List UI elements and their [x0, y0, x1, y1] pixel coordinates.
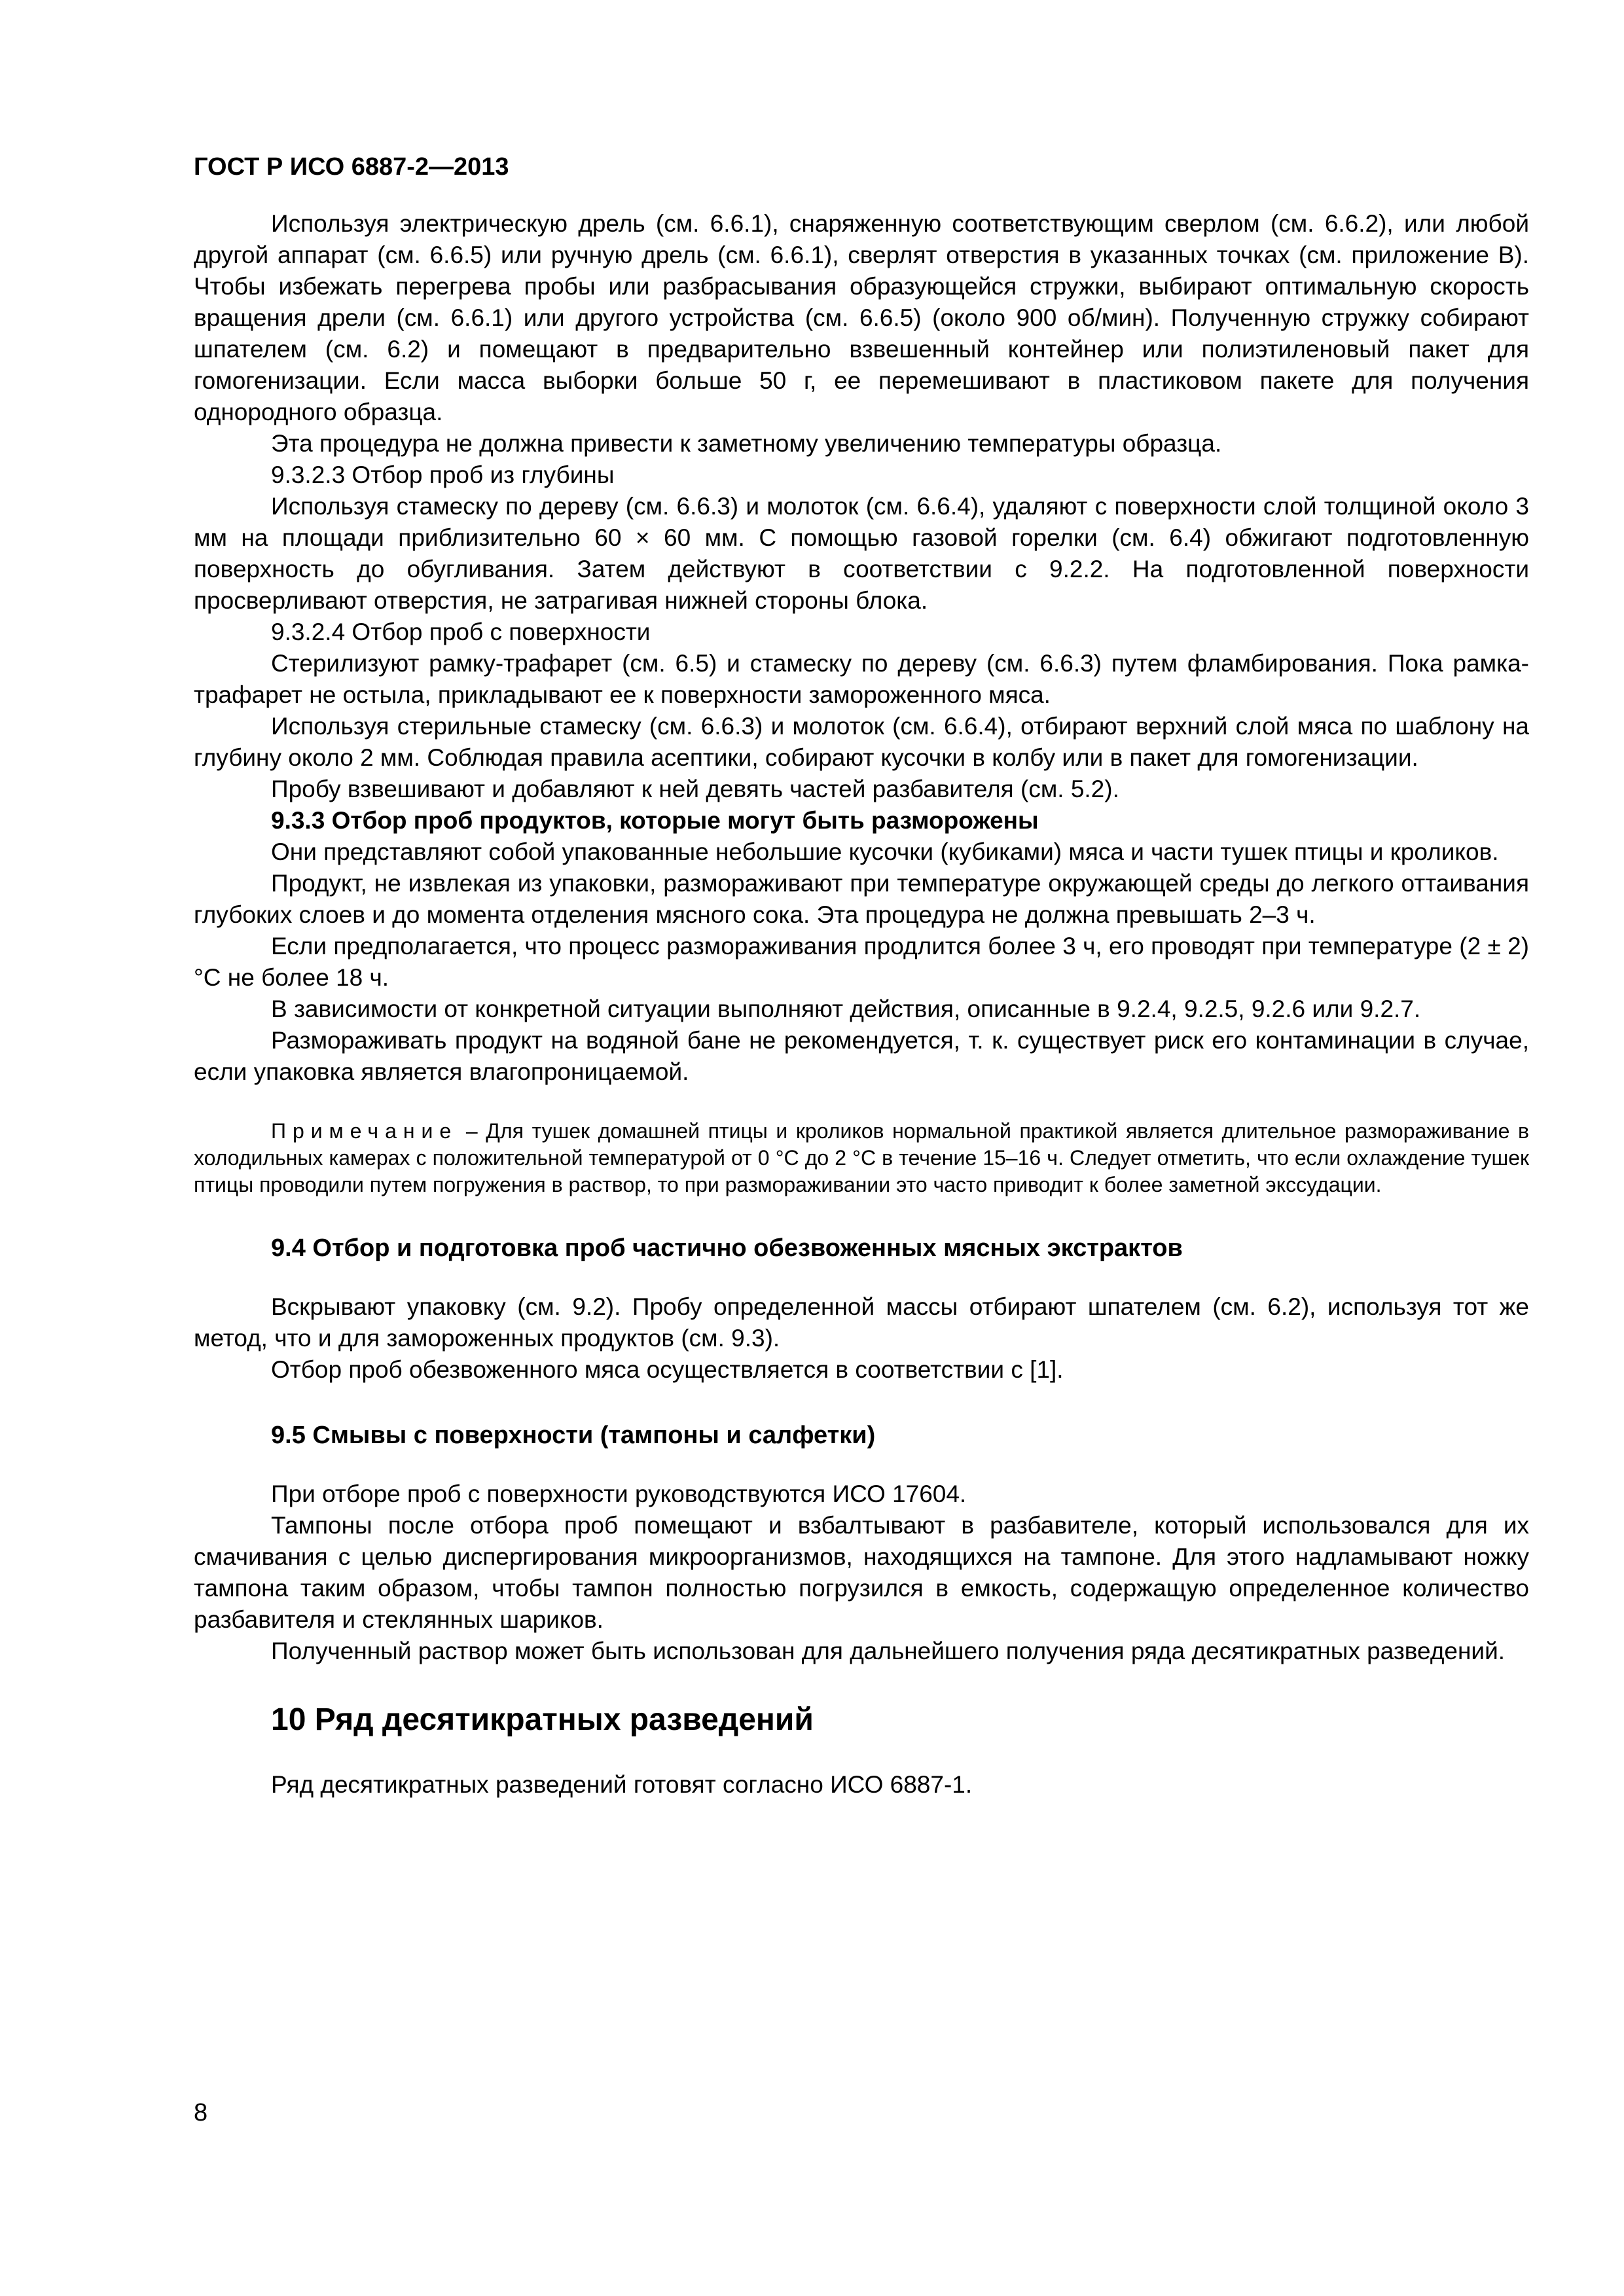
document-page	[194, 152, 1529, 1801]
paragraph: Размораживать продукт на водяной бане не рекомендуется, т. к. существует риск его контаминации в случае, если упаковка является влагопроницаемой.	[194, 1027, 1529, 1085]
note-text: – Для тушек домашней птицы и кроликов нормальной практикой является длительное размораживание в холодильных камерах с положительной температурой от 0 °С до 2 °С в течение 15–16 ч. Следует отметить, что если охлаждение тушек птицы проводили путем погружения в раствор, то при размораживании это часто приводит к более заметной экссудации.	[194, 1119, 1529, 1196]
paragraph: Они представляют собой упакованные небольшие кусочки (кубиками) мяса и части тушек птицы и кроликов.	[271, 838, 1499, 865]
paragraph: При отборе проб с поверхности руководствуются ИСО 17604.	[271, 1480, 967, 1507]
note	[194, 1118, 1529, 1198]
paragraph: Пробу взвешивают и добавляют к ней девять частей разбавителя (см. 5.2).	[271, 776, 1119, 802]
note-label: Примечание	[271, 1119, 458, 1143]
paragraph: Используя стерильные стамеску (см. 6.6.3) и молоток (см. 6.6.4), отбирают верхний слой мяса по шаблону на глубину около 2 мм. Соблюдая правила асептики, собирают кусочки в колбу или в пакет для гомогенизации.	[194, 713, 1529, 771]
paragraph: В зависимости от конкретной ситуации выполняют действия, описанные в 9.2.4, 9.2.5, 9.2.6 или 9.2.7.	[271, 996, 1421, 1022]
section-title-9-4: 9.4 Отбор и подготовка проб частично обезвоженных мясных экстрактов	[271, 1234, 1183, 1262]
paragraph: Вскрывают упаковку (см. 9.2). Пробу определенной массы отбирают шпателем (см. 6.2), используя тот же метод, что и для замороженных продуктов (см. 9.3).	[194, 1293, 1529, 1352]
paragraph: Полученный раствор может быть использован для дальнейшего получения ряда десятикратных разведений.	[271, 1638, 1506, 1664]
paragraph: Отбор проб обезвоженного мяса осуществляется в соответствии с [1].	[271, 1356, 1064, 1383]
paragraph: Используя электрическую дрель (см. 6.6.1), снаряженную соответствующим сверлом (см. 6.6.2), или любой другой аппарат (см. 6.6.5) или ручную дрель (см. 6.6.1), сверлят отверстия в указанных точках (см. приложение В). Чтобы избежать перегрева пробы или разбрасывания образующейся стружки, выбирают оптимальную скорость вращения дрели (см. 6.6.1) или другого устройства (см. 6.6.5) (около 900 об/мин). Полученную стружку собирают шпателем (см. 6.2) и помещают в предварительно взвешенный контейнер или полиэтиленовый пакет для гомогенизации. Если масса выборки больше 50 г, ее перемешивают в пластиковом пакете для получения однородного образца.	[194, 210, 1529, 425]
paragraph: Используя стамеску по дереву (см. 6.6.3) и молоток (см. 6.6.4), удаляют с поверхности слой толщиной около 3 мм на площади приблизительно 60 × 60 мм. С помощью газовой горелки (см. 6.4) обжигают подготовленную поверхность до обугливания. Затем действуют в соответствии с 9.2.2. На подготовленной поверхности просверливают отверстия, не затрагивая нижней стороны блока.	[194, 493, 1529, 614]
paragraph: Тампоны после отбора проб помещают и взбалтывают в разбавителе, который использовался для их смачивания с целью диспергирования микроорганизмов, находящихся на тампоне. Для этого надламывают ножку тампона таким образом, чтобы тампон полностью погрузился в емкость, содержащую определенное количество разбавителя и стеклянных шариков.	[194, 1512, 1529, 1633]
paragraph: Если предполагается, что процесс размораживания продлится более 3 ч, его проводят при температуре (2 ± 2) °С не более 18 ч.	[194, 933, 1529, 991]
paragraph: Продукт, не извлекая из упаковки, размораживают при температуре окружающей среды до легкого оттаивания глубоких слоев и до момента отделения мясного сока. Эта процедура не должна превышать 2–3 ч.	[194, 870, 1529, 928]
subsection-heading-9-3-3: 9.3.3 Отбор проб продуктов, которые могут быть разморожены	[271, 807, 1039, 834]
paragraph: Стерилизуют рамку-трафарет (см. 6.5) и стамеску по дереву (см. 6.6.3) путем фламбирования. Пока рамка-трафарет не остыла, прикладывают ее к поверхности замороженного мяса.	[194, 650, 1529, 708]
subsection-heading-9-3-2-4: 9.3.2.4 Отбор проб с поверхности	[271, 619, 651, 645]
chapter-title-10: 10 Ряд десятикратных разведений	[271, 1702, 814, 1737]
paragraph: Эта процедура не должна привести к заметному увеличению температуры образца.	[271, 430, 1222, 457]
paragraph: Ряд десятикратных разведений готовят согласно ИСО 6887-1.	[271, 1771, 973, 1798]
section-title-9-5: 9.5 Смывы с поверхности (тампоны и салфетки)	[271, 1422, 876, 1449]
subsection-heading-9-3-2-3: 9.3.2.3 Отбор проб из глубины	[271, 461, 615, 488]
document-header: ГОСТ Р ИСО 6887-2—2013	[194, 153, 509, 181]
page-number: 8	[194, 2099, 208, 2126]
